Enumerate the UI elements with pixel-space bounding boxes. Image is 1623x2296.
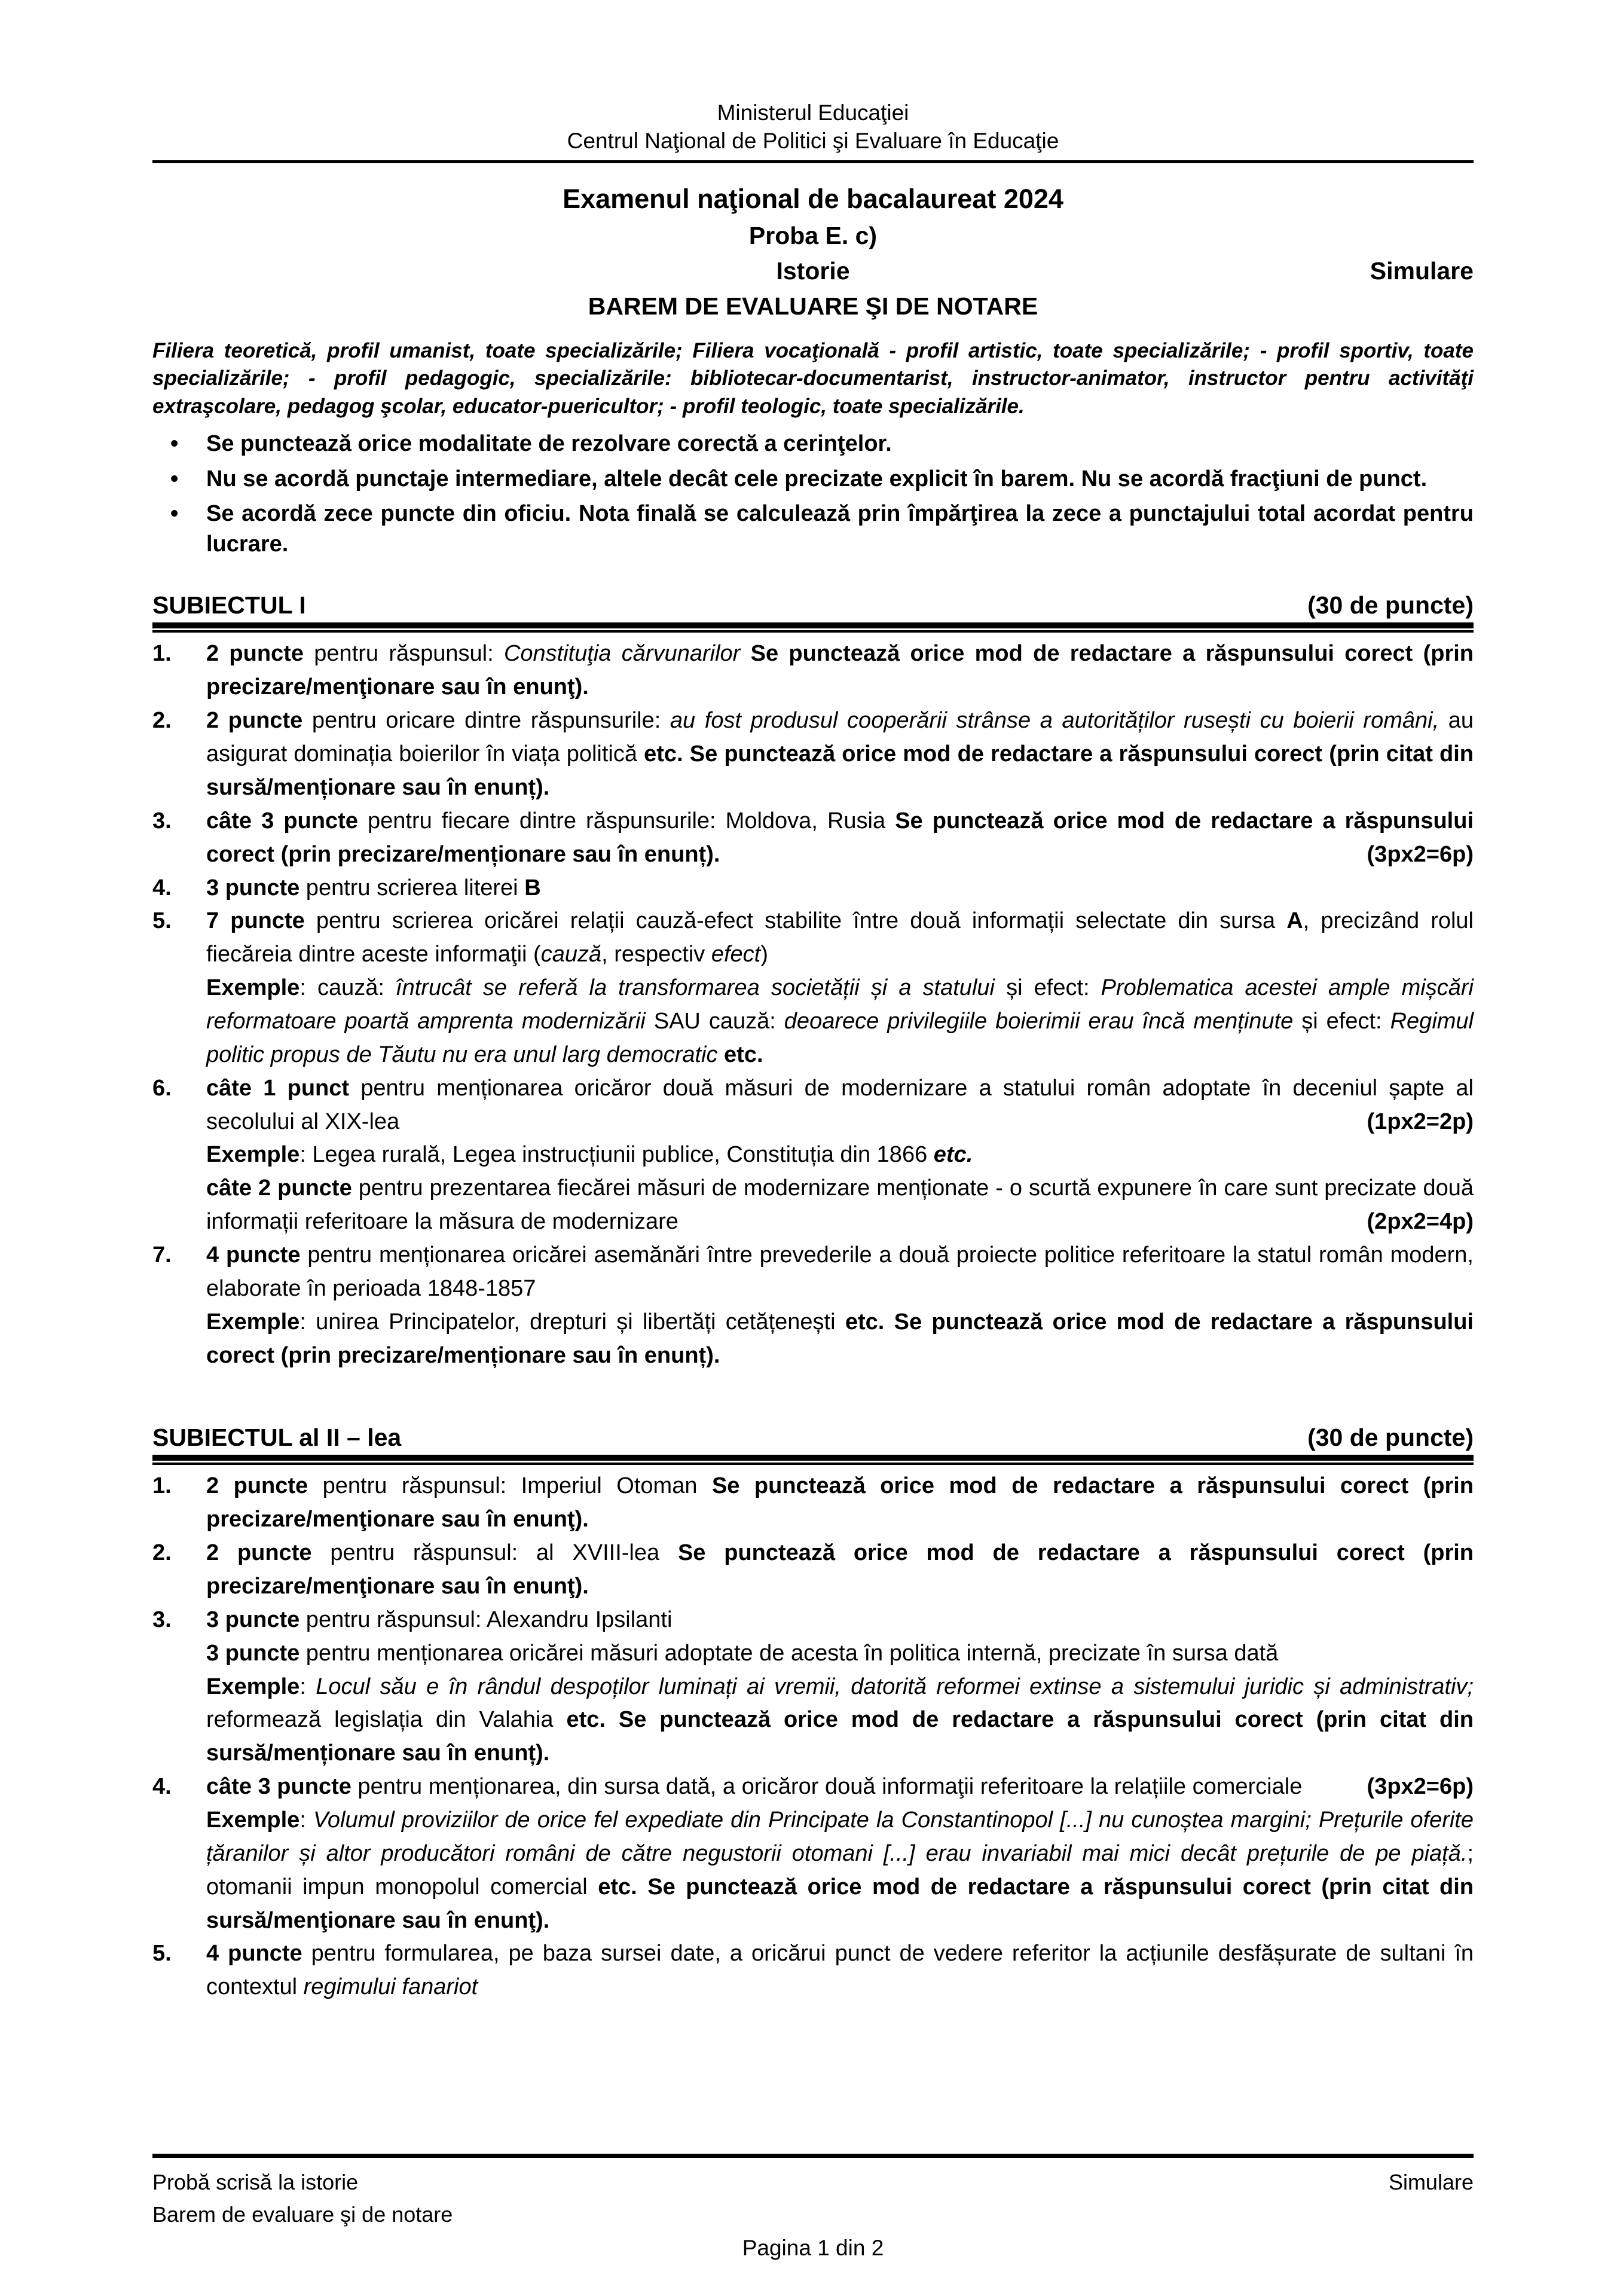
item-body [206, 1470, 1474, 1537]
item-number: 5. [152, 908, 172, 934]
footer-divider [152, 2154, 1474, 2158]
section-points: (30 de puncte) [1307, 1424, 1474, 1452]
rubric-items [152, 637, 1474, 1372]
item-body [206, 905, 1474, 1071]
section-title: SUBIECTUL I [152, 591, 306, 619]
item-body [206, 1072, 1474, 1239]
item-body [206, 872, 1474, 905]
points-badge: (3px2=6p) [1367, 841, 1474, 867]
list-item [152, 499, 1474, 559]
rubric-item [152, 905, 1474, 1071]
exam-subject: Istorie [776, 257, 850, 285]
item-number: 3. [152, 808, 172, 833]
rubric-paragraph: 3 puncte pentru răspunsul: Alexandru Ipsilanti [206, 1607, 673, 1632]
item-number: 2. [152, 1540, 172, 1566]
footer-left-line1: Probă scrisă la istorie [152, 2170, 359, 2194]
bullet-icon: • [170, 501, 179, 527]
rubric-paragraph: Exemple: Locul său e în rândul despoților luminați ai vremii, datorită reformei extinse a sistemului juridic și administrativ; reformează legislația din Valahia etc. Se punctează orice mod de redactare a răspunsului corect (prin citat din sursă/menționare sau în enunț). [206, 1674, 1474, 1766]
rubric-item [152, 1470, 1474, 1537]
rubric-paragraph: 3 puncte pentru scrierea literei B [206, 875, 541, 900]
section-heading [152, 591, 1474, 619]
footer-left-line2: Barem de evaluare şi de notare [152, 2202, 453, 2227]
rubric-item [152, 1604, 1474, 1770]
rubric-paragraph: câte 3 puncte pentru fiecare dintre răspunsurile: Moldova, Rusia Se punctează orice mod de redactare a răspunsului corect (prin precizare/menționare sau în enunț). (3px2=6p) [206, 805, 1474, 872]
rubric-item [152, 704, 1474, 805]
rubric-item [152, 637, 1474, 704]
section-subiectul-2 [152, 1424, 1474, 2004]
rubric-paragraph: câte 2 puncte pentru prezentarea fiecărei măsuri de modernizare menționate - o scurtă expunere în care sunt precizate două informații referitoare la măsura de modernizare (2px2=4p) [206, 1172, 1474, 1239]
page-number: Pagina 1 din 2 [742, 2236, 884, 2260]
item-body [206, 1770, 1474, 1937]
footer-row [152, 2170, 1474, 2195]
section-heading [152, 1424, 1474, 1452]
rubric-paragraph: 7 puncte pentru scrierea oricărei relații cauză-efect stabilite între două informații selectate din sursa A, precizând rolul fiecăreia dintre aceste informaţii (cauză, respectiv efect) [206, 908, 1474, 967]
rubric-paragraph: câte 3 puncte pentru menționarea, din sursa dată, a oricăror două informaţii referitoare la relațiile comerciale (3px2=6p) [206, 1770, 1474, 1804]
item-number: 4. [152, 875, 172, 900]
ministry-line1: Ministerul Educaţiei [717, 100, 909, 125]
exam-session: Simulare [1370, 257, 1474, 285]
footer-session: Simulare [1388, 2170, 1474, 2194]
rubric-item [152, 1537, 1474, 1604]
rubric-items [152, 1470, 1474, 2004]
rubric-item [152, 1770, 1474, 1937]
rubric-paragraph: Exemple: unirea Principatelor, drepturi și libertăți cetățenești etc. Se punctează orice mod de redactare a răspunsului corect (prin precizare/menționare sau în enunț). [206, 1309, 1474, 1368]
list-item [152, 429, 1474, 459]
rubric-paragraph: 4 puncte pentru menționarea oricărei asemănări între prevederile a două proiecte politice referitoare la statul român modern, elaborate în perioada 1848-1857 [206, 1242, 1474, 1301]
section-divider [152, 1455, 1474, 1465]
section-title: SUBIECTUL al II – lea [152, 1424, 402, 1452]
rubric-paragraph: 2 puncte pentru răspunsul: al XVIII-lea Se punctează orice mod de redactare a răspunsului corect (prin precizare/menţionare sau în enunţ). [206, 1540, 1474, 1599]
item-body [206, 1239, 1474, 1372]
points-badge: (3px2=6p) [1367, 1774, 1474, 1800]
rubric-item [152, 1937, 1474, 2004]
points-badge: (1px2=2p) [1367, 1109, 1474, 1134]
subject-row [152, 257, 1474, 285]
item-body [206, 1537, 1474, 1604]
rubric-paragraph: 4 puncte pentru formularea, pe baza sursei date, a oricărui punct de vedere referitor la acțiunile desfășurate de sultani în contextul regimului fanariot [206, 1941, 1474, 2000]
exam-proba: Proba E. c) [748, 221, 878, 249]
barem-title: BAREM DE EVALUARE ŞI DE NOTARE [588, 292, 1038, 320]
item-number: 1. [152, 1473, 172, 1499]
item-number: 1. [152, 641, 172, 667]
item-body [206, 704, 1474, 805]
rubric-paragraph: Exemple: Legea rurală, Legea instrucțiunii publice, Constituția din 1866 etc. [206, 1142, 973, 1168]
rule-text: Se punctează orice modalitate de rezolvare corectă a cerinţelor. [206, 431, 892, 457]
section-subiectul-1 [152, 591, 1474, 1372]
rubric-paragraph: 2 puncte pentru răspunsul: Constituţia cărvunarilor Se punctează orice mod de redactare a răspunsului corect (prin precizare/menţionare sau în enunţ). [206, 641, 1474, 700]
rubric-paragraph: Exemple: cauză: întrucât se referă la transformarea societății și a statului și efect: Problematica acestei ample mișcări reformatoare poartă amprenta modernizării SAU cauză: deoarece privilegiile boierimii erau încă menținute și efect: Regimul politic propus de Tăutu nu era unul larg democratic etc. [206, 975, 1474, 1067]
item-body [206, 1937, 1474, 2004]
points-badge: (2px2=4p) [1367, 1209, 1474, 1235]
item-body [206, 637, 1474, 704]
item-number: 4. [152, 1774, 172, 1800]
rule-text: Nu se acordă punctaje intermediare, altele decât cele precizate explicit în barem. Nu se acordă fracţiuni de punct. [206, 466, 1428, 491]
rubric-paragraph: 2 puncte pentru răspunsul: Imperiul Otoman Se punctează orice mod de redactare a răspunsului corect (prin precizare/menţionare sau în enunţ). [206, 1473, 1474, 1532]
filiera-paragraph: Filiera teoretică, profil umanist, toate specializările; Filiera vocaţională - profil artistic, toate specializările; - profil sportiv, toate specializările; - profil pedagogic, specializările: bibliotecar-documentarist, instructor-animator, instructor pentru activităţi extraşcolare, pedagog şcolar, educator-puericultor; - profil teologic, toate specializările. [152, 338, 1474, 418]
section-divider [152, 622, 1474, 633]
bullet-icon: • [170, 466, 179, 491]
item-number: 7. [152, 1242, 172, 1268]
item-body [206, 805, 1474, 872]
rubric-paragraph: 2 puncte pentru oricare dintre răspunsurile: au fost produsul cooperării strânse a autorităților rusești cu boierii români, au asigurat dominația boierilor în viața politică etc. Se punctează orice mod de redactare a răspunsului corect (prin citat din sursă/menționare sau în enunț). [206, 708, 1474, 800]
rubric-item [152, 872, 1474, 905]
rubric-paragraph: 3 puncte pentru menționarea oricărei măsuri adoptate de acesta în politica internă, precizate în sursa dată [206, 1640, 1279, 1666]
header-divider [152, 160, 1474, 163]
item-number: 6. [152, 1075, 172, 1101]
rubric-paragraph: Exemple: Volumul proviziilor de orice fel expediate din Principate la Constantinopol [...] nu cunoștea margini; Prețurile oferite țăranilor și altor producători români de către negustorii otomani [...] erau invariabil mai mici decât prețurile de pe piață.; otomanii impun monopolul comercial etc. Se punctează orice mod de redactare a răspunsului corect (prin citat din sursă/menţionare sau în enunţ). [206, 1807, 1474, 1933]
rubric-item [152, 805, 1474, 872]
rubric-item [152, 1072, 1474, 1239]
page-footer [152, 2154, 1474, 2261]
list-item [152, 464, 1474, 494]
section-points: (30 de puncte) [1307, 591, 1474, 619]
rubric-paragraph: câte 1 punct pentru menționarea oricăror două măsuri de modernizare a statului român adoptate în deceniul șapte al secolului al XIX-lea (1px2=2p) [206, 1072, 1474, 1139]
bullet-icon: • [170, 431, 179, 457]
item-body [206, 1604, 1474, 1770]
general-rules-list [152, 429, 1474, 559]
item-number: 3. [152, 1607, 172, 1632]
exam-title: Examenul naţional de bacalaureat 2024 [563, 183, 1063, 214]
item-number: 5. [152, 1941, 172, 1967]
rubric-item [152, 1239, 1474, 1372]
ministry-line2: Centrul Naţional de Politici şi Evaluare în Educaţie [567, 129, 1059, 154]
rule-text: Se acordă zece puncte din oficiu. Nota finală se calculează prin împărţirea la zece a punctajului total acordat pentru lucrare. [206, 501, 1474, 557]
item-number: 2. [152, 708, 172, 734]
